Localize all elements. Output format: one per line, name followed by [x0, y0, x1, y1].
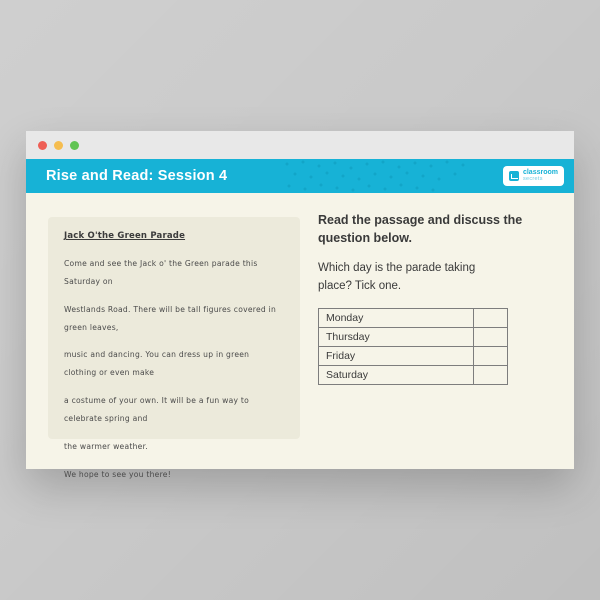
table-row[interactable] — [319, 308, 508, 327]
option-label: Monday — [319, 308, 474, 327]
task-column — [314, 207, 574, 469]
table-row[interactable] — [319, 346, 508, 365]
table-row[interactable] — [319, 327, 508, 346]
minimize-button[interactable] — [54, 141, 63, 150]
task-question: Which day is the parade taking place? Tick one. — [318, 262, 476, 292]
logo-check-icon — [509, 171, 519, 181]
option-tickbox[interactable] — [474, 308, 508, 327]
option-label: Thursday — [319, 327, 474, 346]
passage-line: We hope to see you there! — [64, 469, 172, 479]
option-tickbox[interactable] — [474, 327, 508, 346]
page-title: Rise and Read: Session 4 — [46, 168, 228, 184]
option-label: Saturday — [319, 365, 474, 384]
option-label: Friday — [319, 346, 474, 365]
header-dot-pattern — [281, 159, 501, 193]
passage-body — [64, 255, 284, 483]
passage-line: the warmer weather. — [64, 441, 148, 451]
maximize-button[interactable] — [70, 141, 79, 150]
answer-options-table — [318, 308, 508, 385]
lesson-content — [26, 193, 574, 479]
passage-card — [48, 217, 300, 479]
passage-line: a costume of your own. It will be a fun way to celebrate spring and — [64, 396, 250, 423]
logo-line1: classroom secrets — [522, 169, 558, 182]
app-window — [26, 131, 574, 479]
passage-line: music and dancing. You can dress up in green clothing or even make — [64, 350, 250, 378]
passage-line: Westlands Road. There will be tall figures covered in green leaves, — [64, 304, 277, 332]
option-tickbox[interactable] — [474, 365, 508, 384]
passage-title: Jack O'the Green Parade — [64, 231, 186, 241]
passage-column — [26, 207, 314, 479]
lesson-header — [26, 159, 574, 193]
classroom-secrets-logo — [503, 166, 564, 185]
option-tickbox[interactable] — [474, 346, 508, 365]
table-row[interactable] — [319, 365, 508, 384]
passage-line: Come and see the Jack o' the Green parade this Saturday on — [64, 259, 258, 286]
close-button[interactable] — [38, 141, 47, 150]
logo-line2: secrets — [522, 175, 543, 182]
window-titlebar — [26, 131, 574, 159]
task-instruction: Read the passage and discuss the question below. — [318, 213, 523, 246]
